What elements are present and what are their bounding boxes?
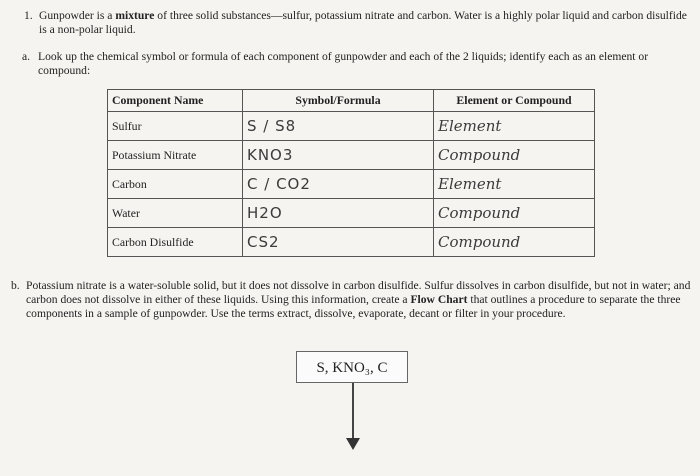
table-row	[108, 170, 595, 199]
component-table	[107, 89, 595, 257]
formula-answer[interactable]: KNO3	[243, 141, 434, 170]
table-row	[108, 199, 595, 228]
formula-answer[interactable]: C / CO2	[243, 170, 434, 199]
question-number: a.	[22, 50, 31, 63]
component-name: Carbon Disulfide	[108, 228, 243, 257]
flowchart-start-box: S, KNO₃, C	[296, 351, 408, 383]
type-answer[interactable]: Compound	[434, 199, 595, 228]
question-text: Look up the chemical symbol or formula of each component of gunpowder and each of the 2 liquids; identify each as an element or compound:	[38, 50, 649, 77]
type-answer[interactable]: Compound	[434, 228, 595, 257]
type-answer[interactable]: Element	[434, 112, 595, 141]
question-text: Gunpowder is a mixture of three solid substances—sulfur, potassium nitrate and carbon. Water is a highly polar liquid and carbon disulfide is a non-polar liquid.	[39, 9, 687, 36]
table-row	[108, 141, 595, 170]
formula-answer[interactable]: CS2	[243, 228, 434, 257]
component-name: Sulfur	[108, 112, 243, 141]
component-name: Potassium Nitrate	[108, 141, 243, 170]
bold-term: mixture	[115, 9, 155, 22]
component-name: Carbon	[108, 170, 243, 199]
down-arrow-icon	[346, 438, 360, 450]
question-text: Potassium nitrate is a water-soluble solid, but it does not dissolve in carbon disulfide. Sulfur dissolves in carbon disulfide, but not in water; and carbon does not dissolve in either of these liquids. Using this information, create a Flow Chart that outlines a procedure to separate the three components in a sample of gunpowder. Use the terms extract, dissolve, evaporate, decant or filter in your procedure.	[26, 279, 691, 320]
formula-answer[interactable]: H2O	[243, 199, 434, 228]
header-symbol-formula: Symbol/Formula	[243, 90, 434, 112]
question-number: b.	[11, 279, 20, 292]
table-row	[108, 228, 595, 257]
component-name: Water	[108, 199, 243, 228]
type-answer[interactable]: Compound	[434, 141, 595, 170]
table-header-row	[108, 90, 595, 112]
header-component-name: Component Name	[108, 90, 243, 112]
formula-answer[interactable]: S / S8	[243, 112, 434, 141]
flowchart-arrow-line	[352, 383, 354, 440]
bold-term: Flow Chart	[410, 293, 468, 306]
table-row	[108, 112, 595, 141]
question-number: 1.	[24, 9, 33, 22]
header-element-or-compound: Element or Compound	[434, 90, 595, 112]
type-answer[interactable]: Element	[434, 170, 595, 199]
